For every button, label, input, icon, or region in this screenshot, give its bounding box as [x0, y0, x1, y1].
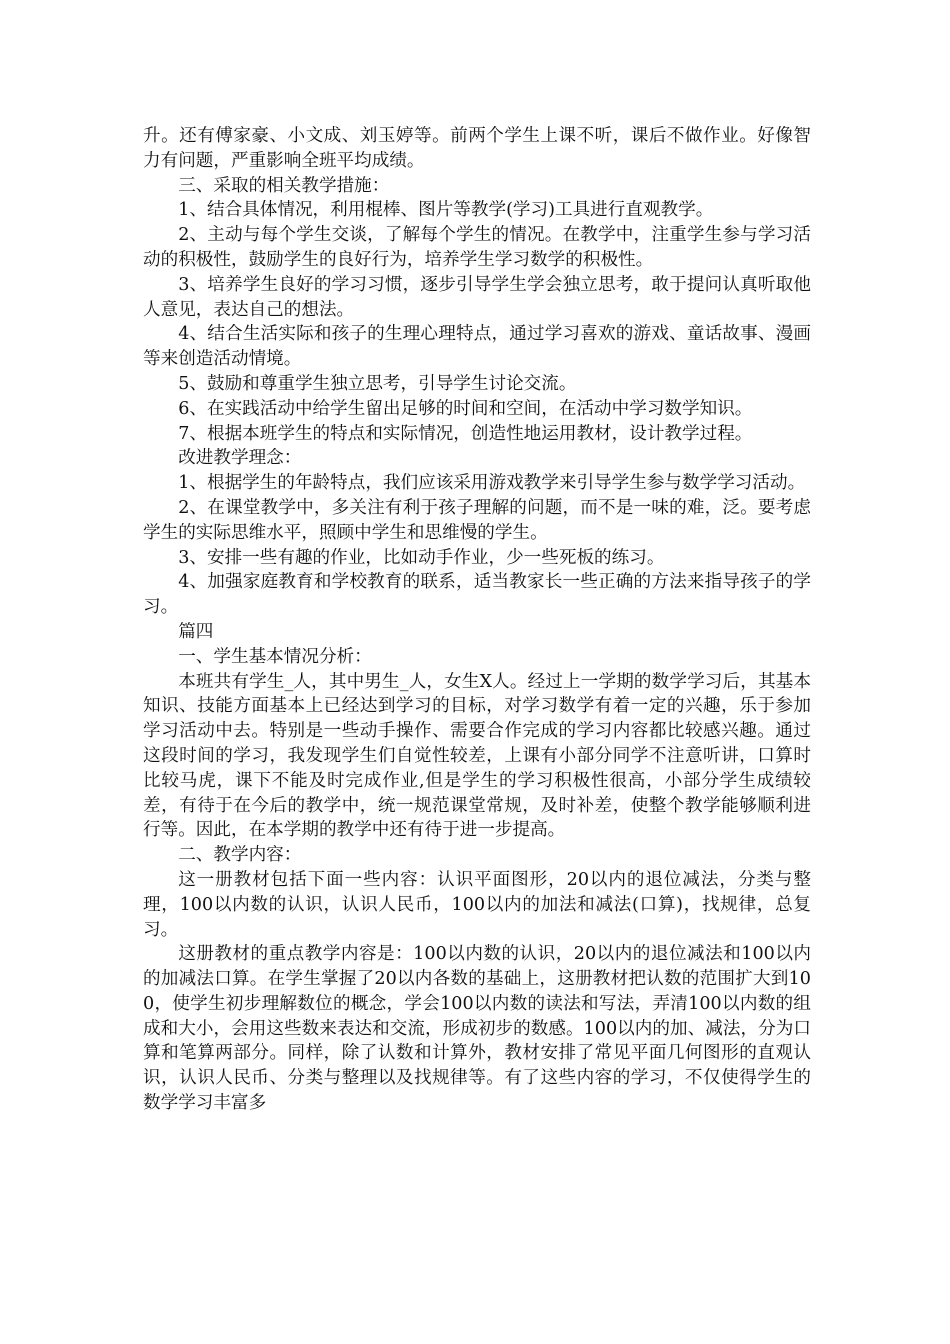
paragraph: 4、结合生活实际和孩子的生理心理特点，通过学习喜欢的游戏、童话故事、漫画等来创造活动情境。	[143, 324, 811, 370]
paragraph: 4、加强家庭教育和学校教育的联系，适当教家长一些正确的方法来指导孩子的学习。	[143, 572, 811, 618]
section-heading: 二、教学内容：	[178, 845, 302, 866]
section-heading: 篇四	[178, 621, 214, 642]
paragraph: 1、根据学生的年龄特点，我们应该采用游戏教学来引导学生参与数学学习活动。	[178, 473, 806, 494]
section-heading: 一、学生基本情况分析：	[178, 646, 372, 667]
paragraph: 本班共有学生_人，其中男生_人，女生X人。经过上一学期的数学学习后，其基本知识、技能方面基本上已经达到学习的目标，对学习数学有着一定的兴趣，乐于参加学习活动中去。特别是一些动手操作、需要合作完成的学习内容都比较感兴趣。通过这段时间的学习，我发现学生们自觉性较差，上课有小部分同学不注意听讲，口算时比较马虎，课下不能及时完成作业,但是学生的学习积极性很高，小部分学生成绩较差，有待于在今后的教学中，统一规范课堂常规，及时补差，使整个教学能够顺利进行等。因此，在本学期的教学中还有待于进一步提高。	[143, 671, 811, 841]
paragraph: 2、在课堂教学中，多关注有利于孩子理解的问题，而不是一味的难，泛。要考虑学生的实际思维水平，照顾中学生和思维慢的学生。	[143, 497, 811, 543]
paragraph: 1、结合具体情况，利用棍棒、图片等教学(学习)工具进行直观教学。	[178, 200, 714, 221]
paragraph: 这册教材的重点教学内容是：100以内数的认识，20以内的退位减法和100以内的加减法口算。在学生掌握了20以内各数的基础上，这册教材把认数的范围扩大到100，使学生初步理解数位的概念，学会100以内数的读法和写法，弄清100以内数的组成和大小，会用这些数来表达和交流，形成初步的数感。100以内的加、减法，分为口算和笔算两部分。同样，除了认数和计算外，教材安排了常见平面几何图形的直观认识，认识人民币、分类与整理以及找规律等。有了这些内容的学习，不仅使得学生的数学学习丰富多	[143, 944, 811, 1114]
document-body	[143, 124, 811, 1116]
paragraph: 升。还有傅家豪、小文成、刘玉婷等。前两个学生上课不听，课后不做作业。好像智力有问题，严重影响全班平均成绩。	[143, 126, 811, 171]
section-heading: 三、采取的相关教学措施：	[178, 175, 390, 196]
paragraph: 2、主动与每个学生交谈，了解每个学生的情况。在教学中，注重学生参与学习活动的积极性，鼓励学生的良好行为，培养学生学习数学的积极性。	[143, 225, 811, 270]
section-heading: 改进教学理念：	[178, 448, 302, 469]
paragraph: 6、在实践活动中给学生留出足够的时间和空间，在活动中学习数学知识。	[178, 398, 753, 419]
paragraph: 7、根据本班学生的特点和实际情况，创造性地运用教材，设计教学过程。	[178, 423, 753, 444]
paragraph: 这一册教材包括下面一些内容：认识平面图形，20以内的退位减法，分类与整理，100以内数的认识，认识人民币，100以内的加法和减法(口算)，找规律，总复习。	[143, 869, 811, 940]
paragraph: 3、培养学生良好的学习习惯，逐步引导学生学会独立思考，敢于提问认真听取他人意见，表达自己的想法。	[143, 274, 811, 320]
paragraph: 3、安排一些有趣的作业，比如动手作业，少一些死板的练习。	[178, 547, 665, 568]
paragraph: 5、鼓励和尊重学生独立思考，引导学生讨论交流。	[178, 373, 577, 394]
